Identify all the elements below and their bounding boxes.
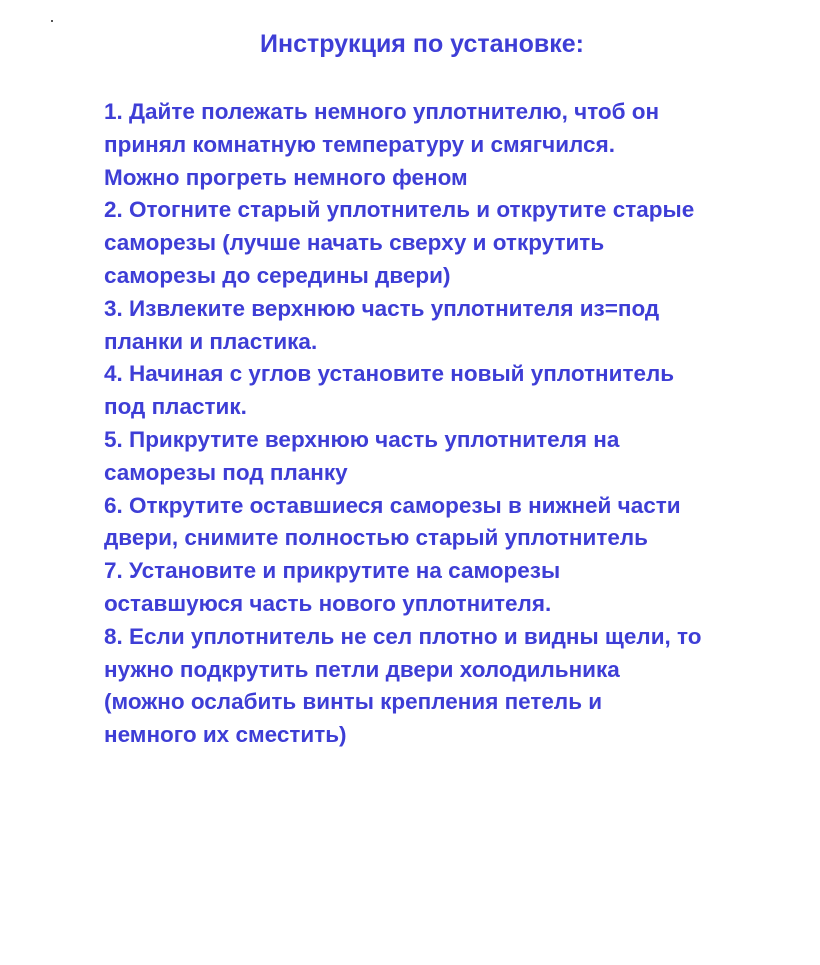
step-line: Можно прогреть немного феном	[104, 164, 468, 190]
step-line: саморезы под планку	[104, 459, 348, 485]
step-6	[104, 490, 804, 556]
step-line: 8. Если уплотнитель не сел плотно и видны щели, то	[104, 623, 702, 649]
step-line: 6. Открутите оставшиеся саморезы в нижней части	[104, 492, 681, 518]
step-line: 5. Прикрутите верхнюю часть уплотнителя на	[104, 426, 620, 452]
step-line: планки и пластика.	[104, 328, 318, 354]
step-line: 4. Начиная с углов установите новый уплотнитель	[104, 361, 675, 387]
step-line: 2. Отогните старый уплотнитель и открутите старые	[104, 197, 695, 223]
step-4	[104, 358, 804, 424]
step-5	[104, 424, 804, 490]
step-line: немного их сместить)	[104, 722, 347, 747]
step-line: саморезы до середины двери)	[104, 262, 451, 288]
step-line: саморезы (лучше начать сверху и открутить	[104, 230, 605, 256]
step-line: нужно подкрутить петли двери холодильника	[104, 656, 620, 682]
step-1	[104, 96, 804, 194]
instruction-steps	[104, 96, 804, 747]
step-2	[104, 194, 804, 292]
step-3	[104, 293, 804, 359]
step-line: 1. Дайте полежать немного уплотнителю, чтоб он	[104, 99, 660, 124]
step-8	[104, 621, 804, 747]
step-line: принял комнатную температуру и смягчился.	[104, 131, 615, 157]
step-7	[104, 555, 804, 621]
step-line: оставшуюся часть нового уплотнителя.	[104, 590, 552, 616]
step-line: 3. Извлеките верхнюю часть уплотнителя из=под	[104, 295, 660, 321]
stray-dot	[51, 20, 53, 22]
instruction-title: Инструкция по установке:	[260, 30, 584, 58]
step-line: 7. Установите и прикрутите на саморезы	[104, 558, 561, 584]
step-line: под пластик.	[104, 394, 247, 420]
step-line: (можно ослабить винты крепления петель и	[104, 689, 603, 715]
step-line: двери, снимите полностью старый уплотнитель	[104, 525, 649, 551]
